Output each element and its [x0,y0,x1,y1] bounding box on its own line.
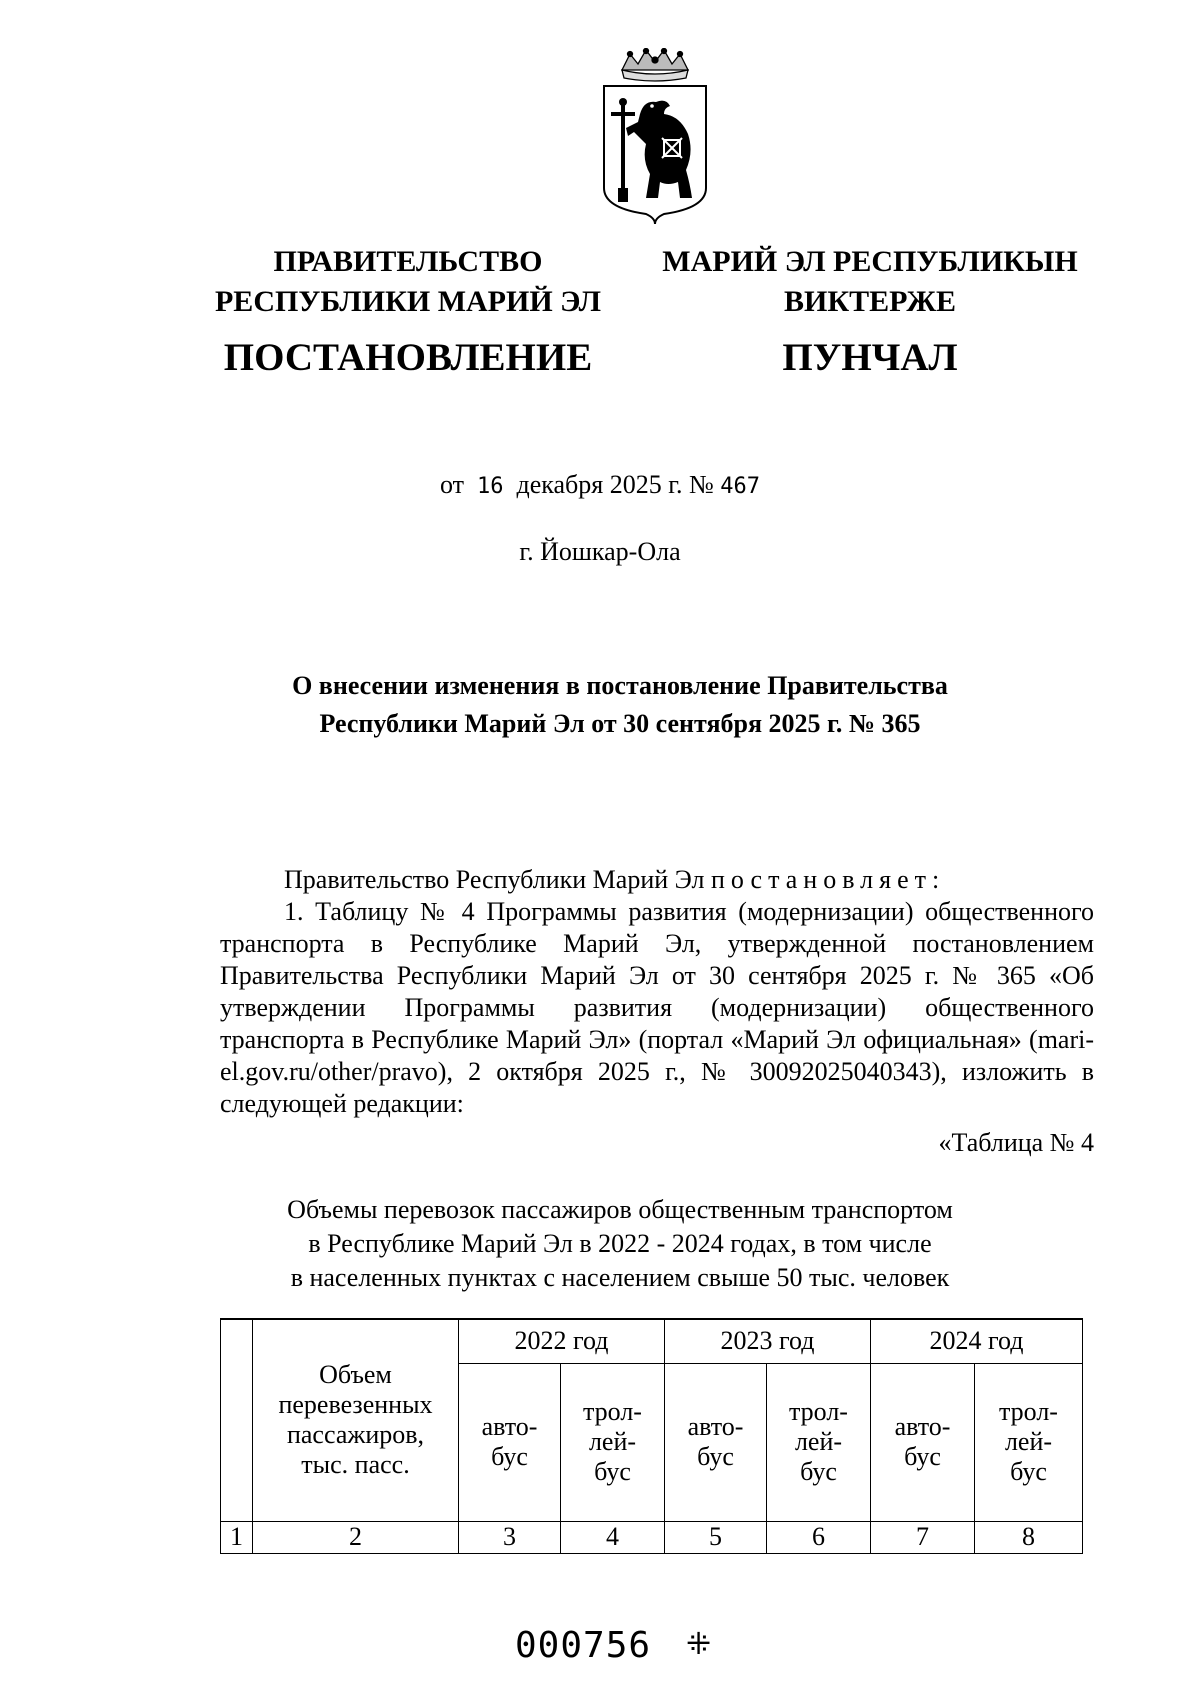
date-day: 16 [477,474,504,499]
year-2024-header: 2024 год [871,1319,1083,1363]
header-left [208,242,608,380]
document-body [220,864,1094,1120]
passenger-volume-table [220,1318,1083,1554]
col-volume-line4: тыс. пасс. [301,1450,410,1480]
column-number-cell: 5 [665,1521,767,1553]
trolleybus-header-2022: трол- лей- бус [561,1363,665,1521]
header-left-line1: ПРАВИТЕЛЬСТВО [273,245,543,278]
column-number-cell: 8 [975,1521,1083,1553]
col-volume-line3: пассажиров, [286,1420,425,1450]
table-label: «Таблица № 4 [938,1128,1094,1157]
document-subject [230,667,1010,743]
header-right-line2: ВИКТЕРЖЕ [783,285,957,318]
intro-action: постановляет: [710,865,946,894]
date-month-year: декабря 2025 г. № [516,470,714,499]
date-from: от [439,470,464,499]
column-number-cell: 6 [767,1521,871,1553]
header-left-line2: РЕСПУБЛИКИ МАРИЙ ЭЛ [214,285,601,318]
header-right-line1: МАРИЙ ЭЛ РЕСПУБЛИКЫН [662,245,1078,278]
table-header-row-years [221,1319,1083,1363]
column-number-cell: 3 [459,1521,561,1553]
intro-paragraph [220,864,1094,896]
table-title-line3: в населенных пунктах с населением свыше 50 тыс. человек [290,1263,950,1292]
column-number-cell: 4 [561,1521,665,1553]
decorative-mark-icon: ⁜ [686,1627,712,1662]
table-title-line2: в Республике Марий Эл в 2022 - 2024 годах, в том числе [308,1229,932,1258]
trolleybus-header-2023: трол- лей- бус [767,1363,871,1521]
year-2022-header: 2022 год [459,1319,665,1363]
intro-prefix: Правительство Республики Марий Эл [284,865,705,894]
column-number-cell: 7 [871,1521,975,1553]
crown-icon [622,49,688,82]
header-right-title: ПУНЧАЛ [782,336,958,379]
table-row-column-numbers [221,1521,1083,1553]
table-title-line1: Объемы перевозок пассажиров общественным транспортом [287,1195,953,1224]
year-2023-header: 2023 год [665,1319,871,1363]
header-left-title: ПОСТАНОВЛЕНИЕ [223,336,593,379]
bus-header-2022: авто- бус [459,1363,561,1521]
header-right [650,242,1090,380]
column-number-cell: 1 [221,1521,253,1553]
col-volume-line2: перевезенных [278,1390,433,1420]
subject-line2: Республики Марий Эл от 30 сентября 2025 г. № 365 [319,709,921,738]
bus-header-2024: авто- бус [871,1363,975,1521]
column-number-cell: 2 [253,1521,459,1553]
document-number: 467 [720,474,761,499]
col-index-header [221,1319,253,1521]
item-1-paragraph: 1. Таблицу № 4 Программы развития (модернизации) общественного транспорта в Республике Марий Эл, утвержденной постановлением Правительства Республики Марий Эл от 30 сентября 2025 г. № 365 «Об утверждении Программы развития (модернизации) общественного транспорта в Республике Марий Эл» (портал «Марий Эл официальная» (mari-el.gov.ru/other/pravo), 2 октября 2025 г., № 30092025040343), изложить в следующей редакции: [220,897,1094,1118]
col-volume-line1: Объем [319,1360,392,1390]
coat-of-arms [594,48,716,226]
document-date [0,470,1200,500]
trolleybus-header-2024: трол- лей- бус [975,1363,1083,1521]
bus-header-2023: авто- бус [665,1363,767,1521]
table-title [230,1193,1010,1295]
col-volume-header [253,1319,459,1521]
document-city: г. Йошкар-Ола [519,537,681,566]
subject-line1: О внесении изменения в постановление Правительства [292,671,948,700]
form-serial-number: 000756 [515,1625,652,1666]
